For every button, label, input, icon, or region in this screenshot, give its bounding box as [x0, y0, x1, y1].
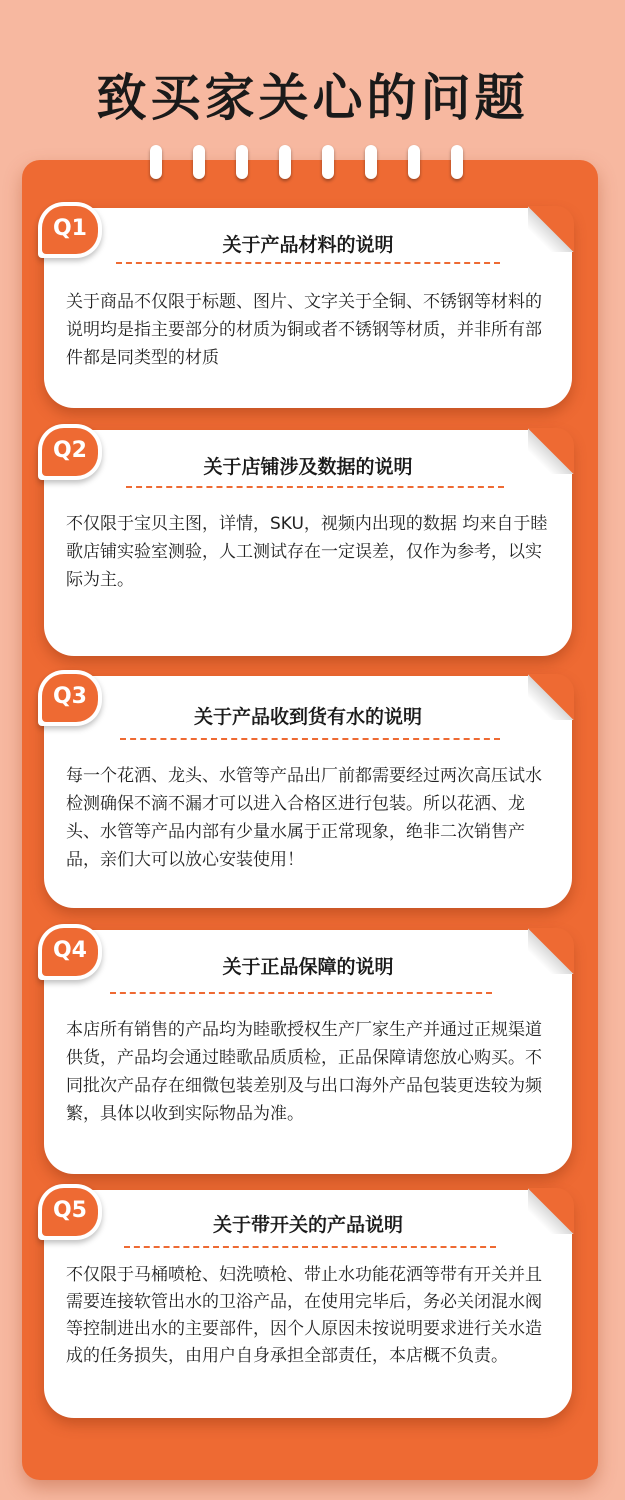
faq-title: 关于带开关的产品说明: [212, 1214, 403, 1236]
question-number: Q2: [42, 428, 98, 476]
dashed-divider: [116, 262, 500, 264]
faq-card-q4: [44, 930, 572, 1174]
binder-ring: [451, 145, 463, 179]
faq-card-q2: [44, 430, 572, 656]
binder-ring: [279, 145, 291, 179]
faq-card-q3: [44, 676, 572, 908]
faq-body: 不仅限于马桶喷枪、妇洗喷枪、带止水功能花洒等带有开关并且需要连接软管出水的卫浴产品，在使用完毕后，务必关闭混水阀等控制进出水的主要部件，因个人原因未按说明要求进行关水造成的任务损失，由用户自身承担全部责任，本店概不负责。: [66, 1265, 542, 1366]
faq-card-q1: [44, 208, 572, 408]
faq-body: 每一个花洒、龙头、水管等产品出厂前都需要经过两次高压试水检测确保不滴不漏才可以进入合格区进行包装。所以花洒、龙头、水管等产品内部有少量水属于正常现象，绝非二次销售产品，亲们大可以放心安装使用！: [66, 766, 542, 870]
binder-ring: [193, 145, 205, 179]
binder-ring: [322, 145, 334, 179]
question-number: Q5: [42, 1188, 98, 1236]
binder-ring: [408, 145, 420, 179]
binder-ring: [150, 145, 162, 179]
dashed-divider: [124, 1246, 496, 1248]
question-number: Q4: [42, 928, 98, 976]
faq-title: 关于产品收到货有水的说明: [193, 706, 422, 728]
faq-title: 关于产品材料的说明: [222, 234, 394, 256]
dashed-divider: [120, 738, 500, 740]
dashed-divider: [110, 992, 492, 994]
binder-ring: [365, 145, 377, 179]
question-number: Q1: [42, 206, 98, 254]
faq-card-q5: [44, 1190, 572, 1418]
dashed-divider: [126, 486, 504, 488]
binder-ring: [236, 145, 248, 179]
page-title: 致买家关心的问题: [96, 69, 529, 127]
faq-body: 不仅限于宝贝主图，详情，SKU，视频内出现的数据 均来自于睦歌店铺实验室测验，人工测试存在一定误差，仅作为参考，以实际为主。: [66, 514, 548, 590]
faq-title: 关于店铺涉及数据的说明: [203, 456, 413, 478]
faq-body: 关于商品不仅限于标题、图片、文字关于全铜、不锈钢等材料的说明均是指主要部分的材质为铜或者不锈钢等材质，并非所有部件都是同类型的材质: [66, 292, 542, 368]
faq-body: 本店所有销售的产品均为睦歌授权生产厂家生产并通过正规渠道供货，产品均会通过睦歌品质质检，正品保障请您放心购买。不同批次产品存在细微包装差别及与出口海外产品包装更迭较为频繁，具体以收到实际物品为准。: [66, 1020, 542, 1124]
question-number: Q3: [42, 674, 98, 722]
faq-title: 关于正品保障的说明: [222, 956, 394, 978]
